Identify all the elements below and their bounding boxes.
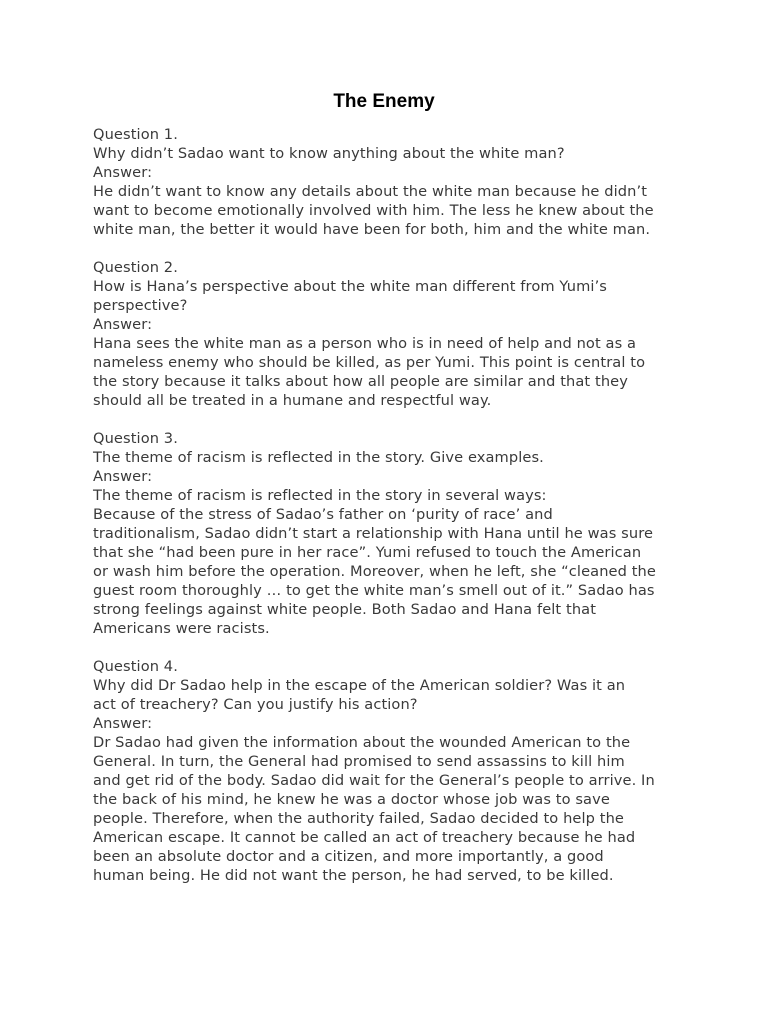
answer-line: Dr Sadao had given the information about the wounded American to the <box>93 734 631 751</box>
answer-line: General. In turn, the General had promised to send assassins to kill him <box>93 753 625 770</box>
answer-label: Answer: <box>93 164 153 181</box>
question-text: Why didn’t Sadao want to know anything about the white man? <box>93 145 565 162</box>
answer-line: human being. He did not want the person, he had served, to be killed. <box>93 867 614 884</box>
document-title: The Enemy <box>333 91 435 112</box>
answer-line: Hana sees the white man as a person who is in need of help and not as a <box>93 335 637 352</box>
answer-line: American escape. It cannot be called an act of treachery because he had <box>93 829 636 846</box>
question-heading: Question 3. <box>93 430 178 447</box>
answer-line: been an absolute doctor and a citizen, and more importantly, a good <box>93 848 604 865</box>
question-text-line: How is Hana’s perspective about the white man different from Yumi’s <box>93 278 608 295</box>
answer-line: He didn’t want to know any details about the white man because he didn’t <box>93 183 648 200</box>
question-heading: Question 4. <box>93 658 178 675</box>
answer-line: white man, the better it would have been for both, him and the white man. <box>93 221 651 238</box>
answer-line: should all be treated in a humane and respectful way. <box>93 392 492 409</box>
document-body <box>93 125 693 904</box>
question-block-1 <box>93 125 693 239</box>
question-text: The theme of racism is reflected in the story. Give examples. <box>93 449 544 466</box>
answer-line: Americans were racists. <box>93 620 270 637</box>
answer-label: Answer: <box>93 468 153 485</box>
answer-label: Answer: <box>93 715 153 732</box>
answer-line: people. Therefore, when the authority failed, Sadao decided to help the <box>93 810 625 827</box>
question-text-line: act of treachery? Can you justify his action? <box>93 696 418 713</box>
answer-line: want to become emotionally involved with him. The less he knew about the <box>93 202 654 219</box>
question-block-3 <box>93 429 693 638</box>
question-heading: Question 1. <box>93 126 178 143</box>
answer-line: strong feelings against white people. Both Sadao and Hana felt that <box>93 601 597 618</box>
question-block-2 <box>93 258 693 410</box>
answer-line: and get rid of the body. Sadao did wait for the General’s people to arrive. In <box>93 772 655 789</box>
answer-line: guest room thoroughly … to get the white man’s smell out of it.” Sadao has <box>93 582 655 599</box>
answer-line: the story because it talks about how all people are similar and that they <box>93 373 628 390</box>
question-text-line: Why did Dr Sadao help in the escape of the American soldier? Was it an <box>93 677 626 694</box>
answer-line: nameless enemy who should be killed, as per Yumi. This point is central to <box>93 354 646 371</box>
answer-line: that she “had been pure in her race”. Yumi refused to touch the American <box>93 544 642 561</box>
question-block-4 <box>93 657 693 885</box>
answer-line: or wash him before the operation. Moreover, when he left, she “cleaned the <box>93 563 656 580</box>
answer-line: the back of his mind, he knew he was a doctor whose job was to save <box>93 791 610 808</box>
answer-line: traditionalism, Sadao didn’t start a relationship with Hana until he was sure <box>93 525 654 542</box>
question-heading: Question 2. <box>93 259 178 276</box>
question-text-line: perspective? <box>93 297 188 314</box>
answer-label: Answer: <box>93 316 153 333</box>
answer-line: The theme of racism is reflected in the story in several ways: <box>93 487 547 504</box>
answer-line: Because of the stress of Sadao’s father on ‘purity of race’ and <box>93 506 553 523</box>
